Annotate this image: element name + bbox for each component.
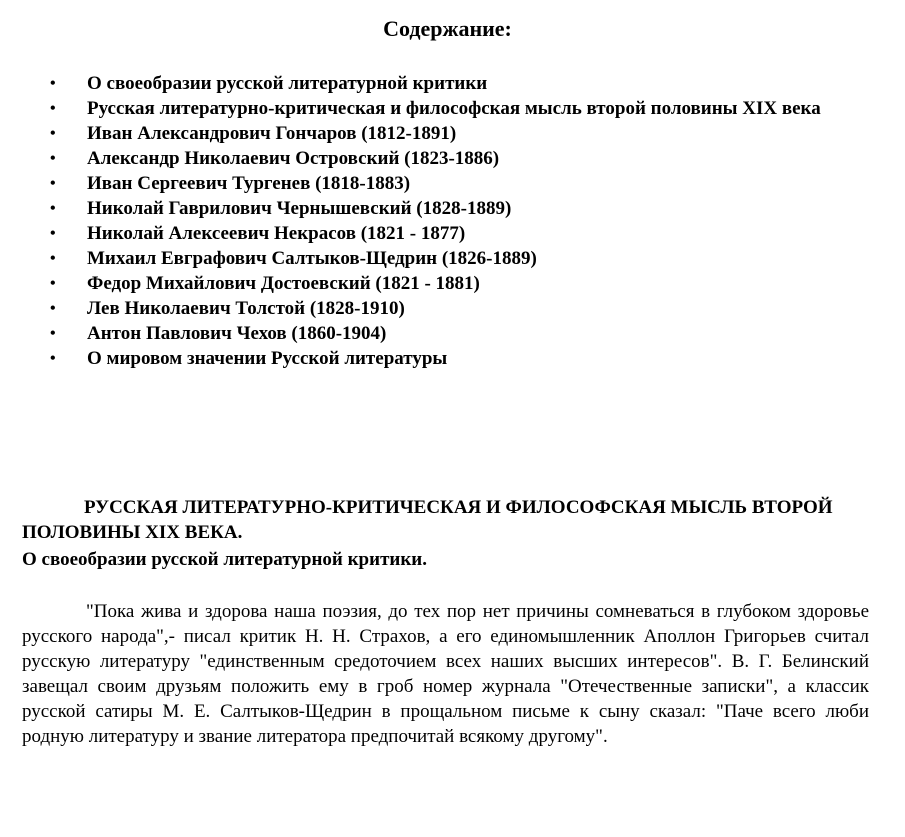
bullet-icon: • [50, 125, 56, 142]
toc-item [48, 346, 868, 371]
toc-item [48, 196, 868, 221]
toc-item [48, 146, 868, 171]
toc-item-label: Антон Павлович Чехов (1860-1904) [87, 323, 387, 344]
toc-list [48, 71, 868, 371]
toc-item [48, 171, 868, 196]
body-paragraph: "Пока жива и здорова наша поэзия, до тех пор нет причины сомневаться в глубоком здоровье русского народа",- писал критик Н. Н. Страхов, а его единомышленник Аполлон Григорьев считал русскую литературу "единственным средоточием всех наших высших интересов". В. Г. Белинский завещал своим друзьям положить ему в гроб номер журнала "Отечественные записки", а классик русской сатиры М. Е. Салтыков-Щедрин в прощальном письме к сыну сказал: "Паче всего люби родную литературу и звание литератора предпочитай всякому другому". [22, 601, 869, 747]
bullet-icon: • [50, 250, 56, 267]
toc-item [48, 296, 868, 321]
toc-item-label: Иван Александрович Гончаров (1812-1891) [87, 123, 457, 144]
toc-item [48, 71, 868, 96]
toc-item [48, 221, 868, 246]
bullet-icon: • [50, 175, 56, 192]
toc-item-label: О своеобразии русской литературной критики [87, 73, 488, 94]
toc-item-label: Иван Сергеевич Тургенев (1818-1883) [87, 173, 411, 194]
bullet-icon: • [50, 100, 56, 117]
bullet-icon: • [50, 275, 56, 292]
section-heading: РУССКАЯ ЛИТЕРАТУРНО-КРИТИЧЕСКАЯ И ФИЛОСОФСКАЯ МЫСЛЬ ВТОРОЙ ПОЛОВИНЫ XIX ВЕКА. [22, 497, 833, 543]
bullet-icon: • [50, 225, 56, 242]
toc-item [48, 96, 868, 121]
toc-item [48, 321, 868, 346]
bullet-icon: • [50, 150, 56, 167]
toc-item-label: Николай Гаврилович Чернышевский (1828-1889) [87, 198, 512, 219]
toc-item [48, 121, 868, 146]
toc-item-label: О мировом значении Русской литературы [87, 348, 448, 369]
section-subheading: О своеобразии русской литературной критики. [22, 549, 427, 570]
bullet-icon: • [50, 75, 56, 92]
bullet-icon: • [50, 300, 56, 317]
toc-title: Содержание: [383, 16, 512, 41]
toc-item-label: Николай Алексеевич Некрасов (1821 - 1877) [87, 223, 466, 244]
toc-item-label: Русская литературно-критическая и философская мысль второй половины XIX века [87, 98, 821, 119]
bullet-icon: • [50, 200, 56, 217]
toc-item [48, 246, 868, 271]
toc-item [48, 271, 868, 296]
toc-item-label: Александр Николаевич Островский (1823-1886) [87, 148, 500, 169]
toc-item-label: Федор Михайлович Достоевский (1821 - 1881) [87, 273, 480, 294]
bullet-icon: • [50, 325, 56, 342]
bullet-icon: • [50, 350, 56, 367]
toc-item-label: Лев Николаевич Толстой (1828-1910) [87, 298, 405, 319]
toc-item-label: Михаил Евграфович Салтыков-Щедрин (1826-1889) [87, 248, 537, 269]
